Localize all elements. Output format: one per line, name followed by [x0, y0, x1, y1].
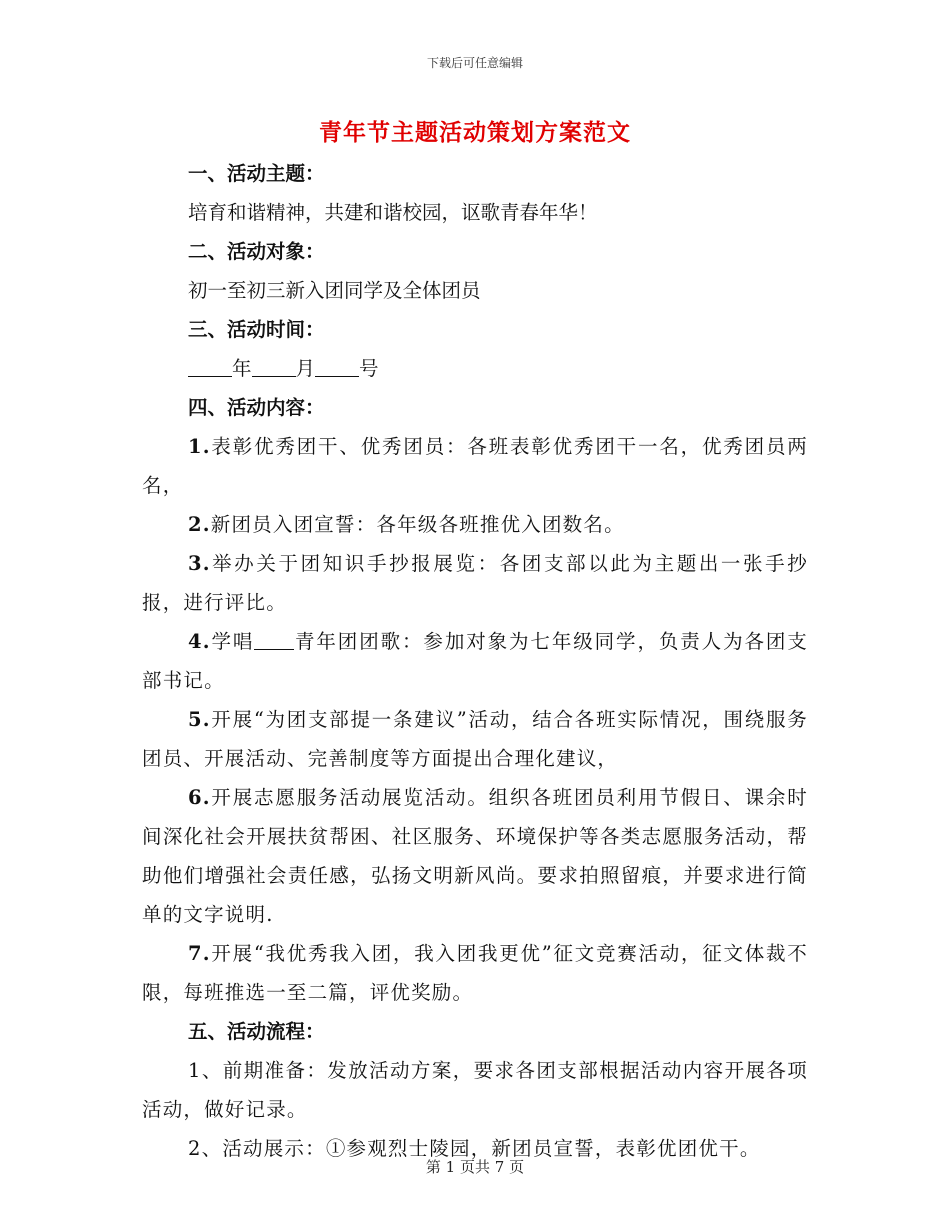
content-item-4: 4.学唱 青年团团歌：参加对象为七年级同学，负责人为各团支部书记。 — [142, 630, 808, 692]
blank-line — [252, 358, 296, 377]
page-footer: 第 1 页共 7 页 — [425, 1158, 525, 1176]
section-heading-theme: 一、活动主题： — [188, 162, 325, 185]
content-item-6: 6.开展志愿服务活动展览活动。组织各班团员利用节假日、课余时间深化社会开展扶贫帮困、社区服务、环境保护等各类志愿服务活动，帮助他们增强社会责任感，弘扬文明新风尚。要求拍照留痕，并要求进行简单的文字说明. — [142, 786, 808, 926]
blank-line — [188, 358, 232, 377]
section-text-theme: 培育和谐精神，共建和谐校园，讴歌青春年华！ — [188, 201, 598, 224]
content-item-3: 3.举办关于团知识手抄报展览：各团支部以此为主题出一张手抄报，进行评比。 — [142, 552, 808, 614]
year-label: 年 — [232, 357, 252, 380]
document-body — [142, 154, 808, 1168]
day-label: 号 — [359, 357, 379, 380]
document-title: 青年节主题活动策划方案范文 — [319, 119, 631, 146]
process-item-1: 1、前期准备：发放活动方案，要求各团支部根据活动内容开展各项活动，做好记录。 — [142, 1059, 808, 1121]
header-note: 下载后可任意编辑 — [426, 56, 523, 70]
section-heading-process: 五、活动流程： — [188, 1020, 325, 1043]
section-text-time — [142, 349, 808, 388]
section-heading-time: 三、活动时间： — [188, 318, 325, 341]
section-heading-content: 四、活动内容： — [188, 396, 325, 419]
month-label: 月 — [295, 357, 316, 380]
content-item-2: 2.新团员入团宣誓：各年级各班推优入团数名。 — [188, 513, 625, 536]
process-item-2: 2、活动展示：①参观烈士陵园，新团员宣誓，表彰优团优干。 — [188, 1137, 761, 1160]
content-item-5: 5.开展“为团支部提一条建议”活动，结合各班实际情况，围绕服务团员、开展活动、完善制度等方面提出合理化建议， — [142, 708, 808, 770]
content-item-1: 1.表彰优秀团干、优秀团员：各班表彰优秀团干一名，优秀团员两名， — [142, 435, 808, 497]
content-item-7: 7.开展“我优秀我入团，我入团我更优”征文竞赛活动，征文体裁不限，每班推选一至二篇，评优奖励。 — [142, 942, 808, 1004]
section-heading-audience: 二、活动对象： — [188, 240, 325, 263]
blank-line — [315, 358, 359, 377]
section-text-audience: 初一至初三新入团同学及全体团员 — [188, 279, 481, 302]
blank-line — [254, 631, 294, 650]
